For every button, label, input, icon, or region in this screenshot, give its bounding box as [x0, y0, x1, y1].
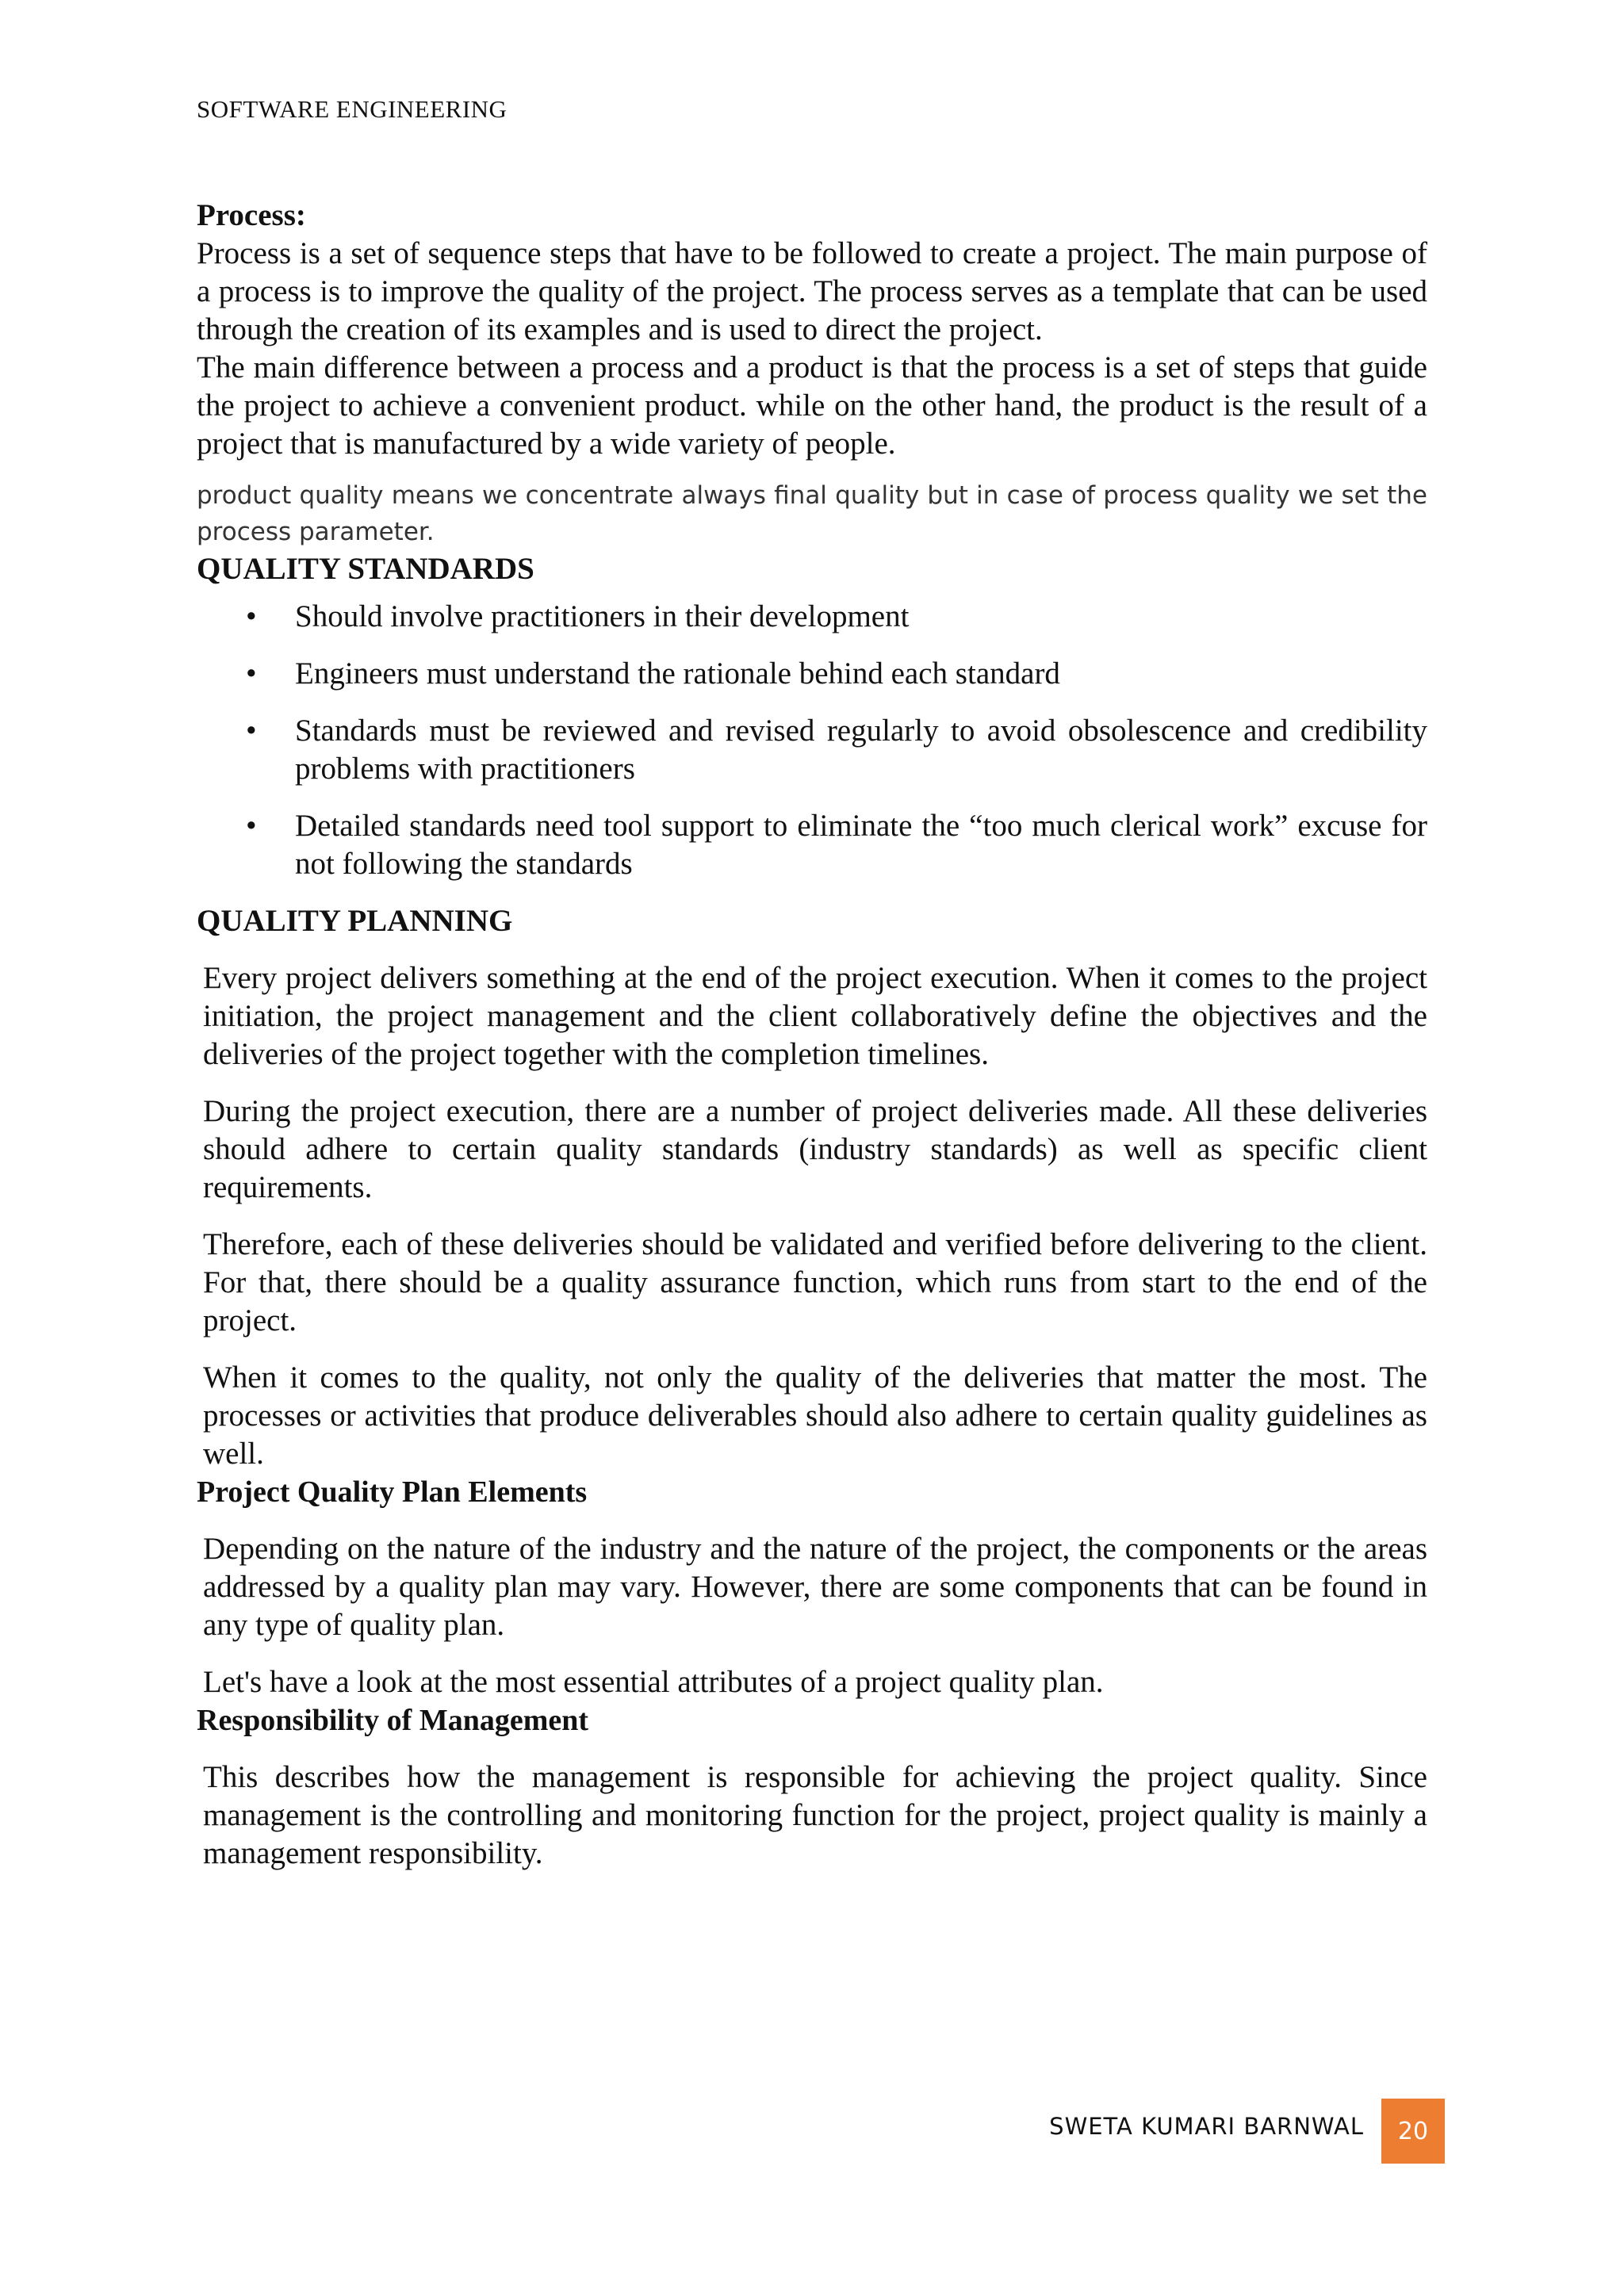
quality-planning-heading: QUALITY PLANNING: [197, 904, 513, 938]
quality-planning-paragraph: Every project delivers something at the end of the project execution. When it comes to the project initiation, the project management and the client collaboratively define the objectives and the deliveries of the project together with the completion timelines.: [203, 961, 1427, 1071]
page-number-badge: 20: [1381, 2099, 1445, 2164]
management-section: [197, 1758, 1427, 1873]
bullet-icon: •: [246, 656, 257, 691]
bullet-icon: •: [246, 714, 257, 748]
list-item-text: Should involve practitioners in their development: [295, 599, 910, 633]
plan-elements-paragraph: Depending on the nature of the industry and the nature of the project, the components or the areas addressed by a quality plan may vary. However, there are some components that can be found in any type of quality plan.: [203, 1532, 1427, 1642]
list-item: [197, 712, 1427, 788]
process-heading: Process:: [197, 198, 306, 232]
quality-planning-section: [197, 959, 1427, 1473]
quality-planning-paragraph: Therefore, each of these deliveries should be validated and verified before delivering to the client. For that, there should be a quality assurance function, which runs from start to the end of the project.: [203, 1227, 1427, 1337]
management-paragraph: This describes how the management is responsible for achieving the project quality. Since management is the controlling and monitoring function for the project, project quality is mainly a management responsibility.: [203, 1760, 1427, 1870]
list-item: [197, 598, 1427, 636]
quality-planning-paragraph: When it comes to the quality, not only the quality of the deliveries that matter the most. The processes or activities that produce deliverables should also adhere to certain quality guidelines as well.: [203, 1360, 1427, 1471]
list-item: [197, 807, 1427, 883]
quality-standards-heading: QUALITY STANDARDS: [197, 552, 534, 586]
plan-elements-paragraph: Let's have a look at the most essential attributes of a project quality plan.: [203, 1665, 1104, 1699]
process-paragraph-1: Process is a set of sequence steps that have to be followed to create a project. The main purpose of a process is to improve the quality of the project. The process serves as a template that can be used through the creation of its examples and is used to direct the project.: [197, 236, 1427, 346]
document-body: [197, 197, 1427, 1873]
list-item-text: Standards must be reviewed and revised regularly to avoid obsolescence and credibility problems with practitioners: [295, 714, 1427, 786]
plan-elements-section: [197, 1530, 1427, 1701]
process-paragraph-2: The main difference between a process and a product is that the process is a set of steps that guide the project to achieve a convenient product. while on the other hand, the product is the result of a project that is manufactured by a wide variety of people.: [197, 350, 1427, 461]
plan-elements-heading: Project Quality Plan Elements: [197, 1475, 588, 1509]
list-item-text: Engineers must understand the rationale behind each standard: [295, 656, 1060, 691]
management-heading: Responsibility of Management: [197, 1704, 588, 1737]
footer-author: SWETA KUMARI BARNWAL: [1049, 2113, 1364, 2140]
bullet-icon: •: [246, 809, 257, 843]
list-item-text: Detailed standards need tool support to eliminate the “too much clerical work” excuse for not following the standards: [295, 809, 1427, 881]
quality-planning-paragraph: During the project execution, there are a number of project deliveries made. All these deliveries should adhere to certain quality standards (industry standards) as well as specific client requirements.: [203, 1094, 1427, 1204]
page-header: SOFTWARE ENGINEERING: [197, 95, 508, 123]
list-item: [197, 655, 1427, 693]
bullet-icon: •: [246, 599, 257, 633]
process-note: product quality means we concentrate always final quality but in case of process quality we set the process parameter.: [197, 481, 1427, 546]
quality-standards-list: [197, 598, 1427, 883]
